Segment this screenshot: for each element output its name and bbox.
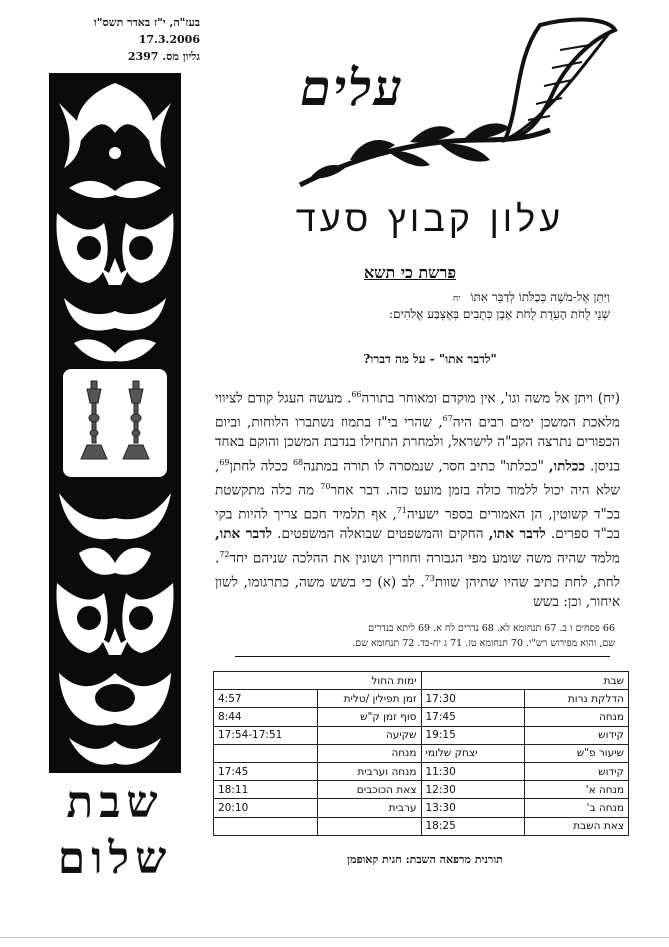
shabbat-header: שבת [421,672,629,690]
table-cell: קידוש [525,762,629,780]
article-question: "לדבר אתו" - על מה דברו? [363,352,497,366]
table-row [214,690,629,708]
table-cell: צאת השבת [525,817,629,835]
table-cell: מנחה וערבית [317,762,421,780]
body-text: , אף תלמיד חכם צריך להיות בקי בכ"ד ספרים. [215,506,620,543]
table-row [214,799,629,817]
footnote-ref: 70 [320,481,331,491]
table-cell: מנחה [525,708,629,726]
table-cell: 12:30 [421,781,525,799]
table-cell: צאת הכוכבים [317,781,421,799]
body-text: "ככלתו" כתיב חסר, שנמסרה לו תורה במתנה [303,458,549,475]
body-text: , שלא היה יכול ללמוד כולה בזמן מועט כזה. דבר אחר [215,458,620,499]
body-text: . לחת, לחת כתיב שהיו שתיהן שוות [215,550,621,591]
table-cell [214,817,318,835]
newsletter-subtitle: עלון קבוץ סעד [295,199,565,240]
table-cell: זמן תפילין /טלית [317,690,421,708]
footnote-ref: 73 [424,573,435,583]
table-cell [214,744,318,762]
table-cell [317,817,421,835]
table-cell: 18:25 [421,817,525,835]
body-text: מלמד שהיה משה שומע מפי הגבורה וחוזרין ושונין את ההלכה שניהם יחד [229,550,620,567]
verse-text-1: וַיִּתֵּן אֶל-מֹשֶׁה כְּכַלֹּתוֹ לְדַבֵּר אִתּוֹ [470,290,610,304]
table-row [214,708,629,726]
body-text: מה כלה מתקשטת בכ"ד קשוטין, הן האמורים בספר ישעיה [215,482,621,523]
table-row [214,817,629,835]
table-cell: מנחה א' [525,781,629,799]
footnote-line: 66 פסחים ו ב. 67 תנחומא לא. 68 נדרים לח א. 69 ליתא בנדרים [368,623,615,634]
article-body [215,385,620,613]
parsha-title: פרשת כי תשא [363,263,457,282]
issue-number: גליון מס. 2397 [127,50,200,63]
table-cell: מנחה [317,744,421,762]
table-cell: 20:10 [214,799,318,817]
shabbat-word: שבת [66,777,164,828]
papercut-ornament-icon [49,73,181,773]
body-heading: לדבר אתו, [215,526,272,543]
page-bottom-edge [0,937,669,938]
table-cell: 17:45 [214,762,318,780]
date-block [40,14,200,65]
body-text: . לב (א) כי בשש משה, כתרגומו, לשון איחור, וכן: בשש [215,574,620,611]
table-cell: יצחק שלומי [421,744,525,762]
table-cell: ערבית [317,799,421,817]
shabbat-shalom-title [40,775,190,887]
footnote-line: שם, והוא מפירוש רש"י. 70 תנחומא טז. 71 ג יח-כד. 72 תנחומא שם. [352,638,615,649]
logo-wordmark: עלים [300,58,404,117]
section-divider [235,656,610,657]
weekday-header: ימות החול [214,672,422,690]
table-cell: שקיעה [317,726,421,744]
body-heading: לדבר אתו, [488,526,546,543]
shalom-word: שלום [57,833,173,884]
footnote-ref: 67 [442,414,453,424]
gregorian-date: 17.3.2006 [138,33,200,46]
table-cell: 4:57 [214,690,318,708]
verse-line-2: שְׁנֵי לֻחֹת הָעֵדֻת לֻחֹת אֶבֶן כְּתֻבִים בְּאֶצְבַּע אֱלֹהִים: [389,307,610,321]
body-text: ככלה לחתן [229,458,293,475]
table-cell: 17:30 [421,690,525,708]
torah-verse [250,290,610,322]
footnote-ref: 68 [292,457,304,467]
table-cell: הדלקת נרות [525,690,629,708]
table-cell: 19:15 [421,726,525,744]
table-cell: 13:30 [421,799,525,817]
footnote-ref: 72 [219,549,230,559]
table-row [214,781,629,799]
table-cell: 18:11 [214,781,318,799]
duty-credit: תורנית מרפאה השבת: חגית קאופמן [347,853,503,866]
table-row [214,726,629,744]
footnote-ref: 66 [351,390,362,399]
hebrew-date: בעז"ה, י"ז באדר תשס"ו [93,16,200,29]
body-text: . מעשה העגל קודם לציווי מלאכת המשכן ימים רבים היה [215,390,620,431]
footnote-ref: 71 [396,506,407,516]
footnotes [230,621,615,651]
table-row [214,762,629,780]
table-cell: 17:45 [421,708,525,726]
body-text: (יח) ויתן אל משה וגו', אין מוקדם ומאוחר בתורה [361,390,620,407]
body-text: , שהרי בי"ז בתמוז נשתברו הלוחות, וביום הכפורים נתרצה הקב"ה לישראל, ולמחרת התחילו בנדבת המשכן והוקם באחד בניסן. [215,414,620,475]
table-cell: 8:44 [214,708,318,726]
footnote-ref: 69 [219,457,230,467]
verse-number: יח [452,294,461,304]
verse-line-1 [250,290,610,307]
table-cell: 17:54-17:51 [214,726,318,744]
body-heading: ככלתו, [548,458,586,475]
table-cell: קידוש [525,726,629,744]
table-cell: שיעור פ"ש [525,744,629,762]
decorative-column [49,73,181,773]
table-cell: סוף זמן ק"ש [317,708,421,726]
table-cell: 11:30 [421,762,525,780]
table-cell: מנחה ב' [525,799,629,817]
prayer-times-table [213,671,629,836]
body-text: החקים והמשפטים שבואלה המשפטים. [277,526,489,543]
table-header-row [214,672,629,690]
table-row [214,744,629,762]
